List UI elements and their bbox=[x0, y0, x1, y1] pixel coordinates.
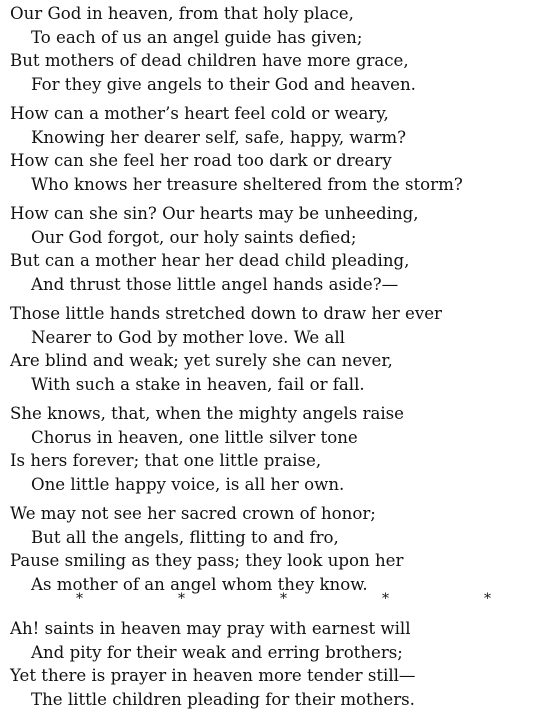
poem-line: Yet there is prayer in heaven more tender still— bbox=[10, 664, 550, 688]
poem-line: Ah! saints in heaven may pray with earnest will bbox=[10, 617, 550, 641]
separator-star: * bbox=[76, 592, 83, 606]
poem-line: Our God in heaven, from that holy place, bbox=[10, 2, 550, 26]
stanza-separator bbox=[10, 592, 550, 614]
poem-line: Chorus in heaven, one little silver tone bbox=[10, 426, 550, 450]
separator-star: * bbox=[484, 592, 491, 606]
poem-line: Our God forgot, our holy saints defied; bbox=[10, 226, 550, 250]
poem-line: But mothers of dead children have more grace, bbox=[10, 49, 550, 73]
poem-line: To each of us an angel guide has given; bbox=[10, 26, 550, 50]
separator-star: * bbox=[280, 592, 287, 606]
poem-line: One little happy voice, is all her own. bbox=[10, 473, 550, 497]
poem-line: Knowing her dearer self, safe, happy, warm? bbox=[10, 126, 550, 150]
poem-line: We may not see her sacred crown of honor; bbox=[10, 502, 550, 526]
poem-line: But all the angels, flitting to and fro, bbox=[10, 526, 550, 550]
poem-line: But can a mother hear her dead child pleading, bbox=[10, 249, 550, 273]
stanza-3 bbox=[10, 202, 550, 296]
poem-line: And pity for their weak and erring brothers; bbox=[10, 641, 550, 665]
poem-body bbox=[10, 2, 550, 711]
stanza-1 bbox=[10, 2, 550, 96]
poem-line: As mother of an angel whom they know. bbox=[10, 573, 550, 597]
poem-line: Those little hands stretched down to draw her ever bbox=[10, 302, 550, 326]
poem-line: Pause smiling as they pass; they look upon her bbox=[10, 549, 550, 573]
poem-line: Nearer to God by mother love. We all bbox=[10, 326, 550, 350]
stanza-6 bbox=[10, 502, 550, 596]
stanza-4 bbox=[10, 302, 550, 396]
stanza-7 bbox=[10, 617, 550, 711]
stanza-2 bbox=[10, 102, 550, 196]
poem-line: How can a mother’s heart feel cold or weary, bbox=[10, 102, 550, 126]
poem-line: Are blind and weak; yet surely she can never, bbox=[10, 349, 550, 373]
poem-line: The little children pleading for their mothers. bbox=[10, 688, 550, 711]
poem-line: How can she sin? Our hearts may be unheeding, bbox=[10, 202, 550, 226]
separator-star: * bbox=[382, 592, 389, 606]
poem-line: Is hers forever; that one little praise, bbox=[10, 449, 550, 473]
poem-line: With such a stake in heaven, fail or fall. bbox=[10, 373, 550, 397]
poem-line: For they give angels to their God and heaven. bbox=[10, 73, 550, 97]
separator-star: * bbox=[178, 592, 185, 606]
poem-line: How can she feel her road too dark or dreary bbox=[10, 149, 550, 173]
poem-line: She knows, that, when the mighty angels raise bbox=[10, 402, 550, 426]
stanza-5 bbox=[10, 402, 550, 496]
poem-line: And thrust those little angel hands aside?— bbox=[10, 273, 550, 297]
poem-line: Who knows her treasure sheltered from the storm? bbox=[10, 173, 550, 197]
